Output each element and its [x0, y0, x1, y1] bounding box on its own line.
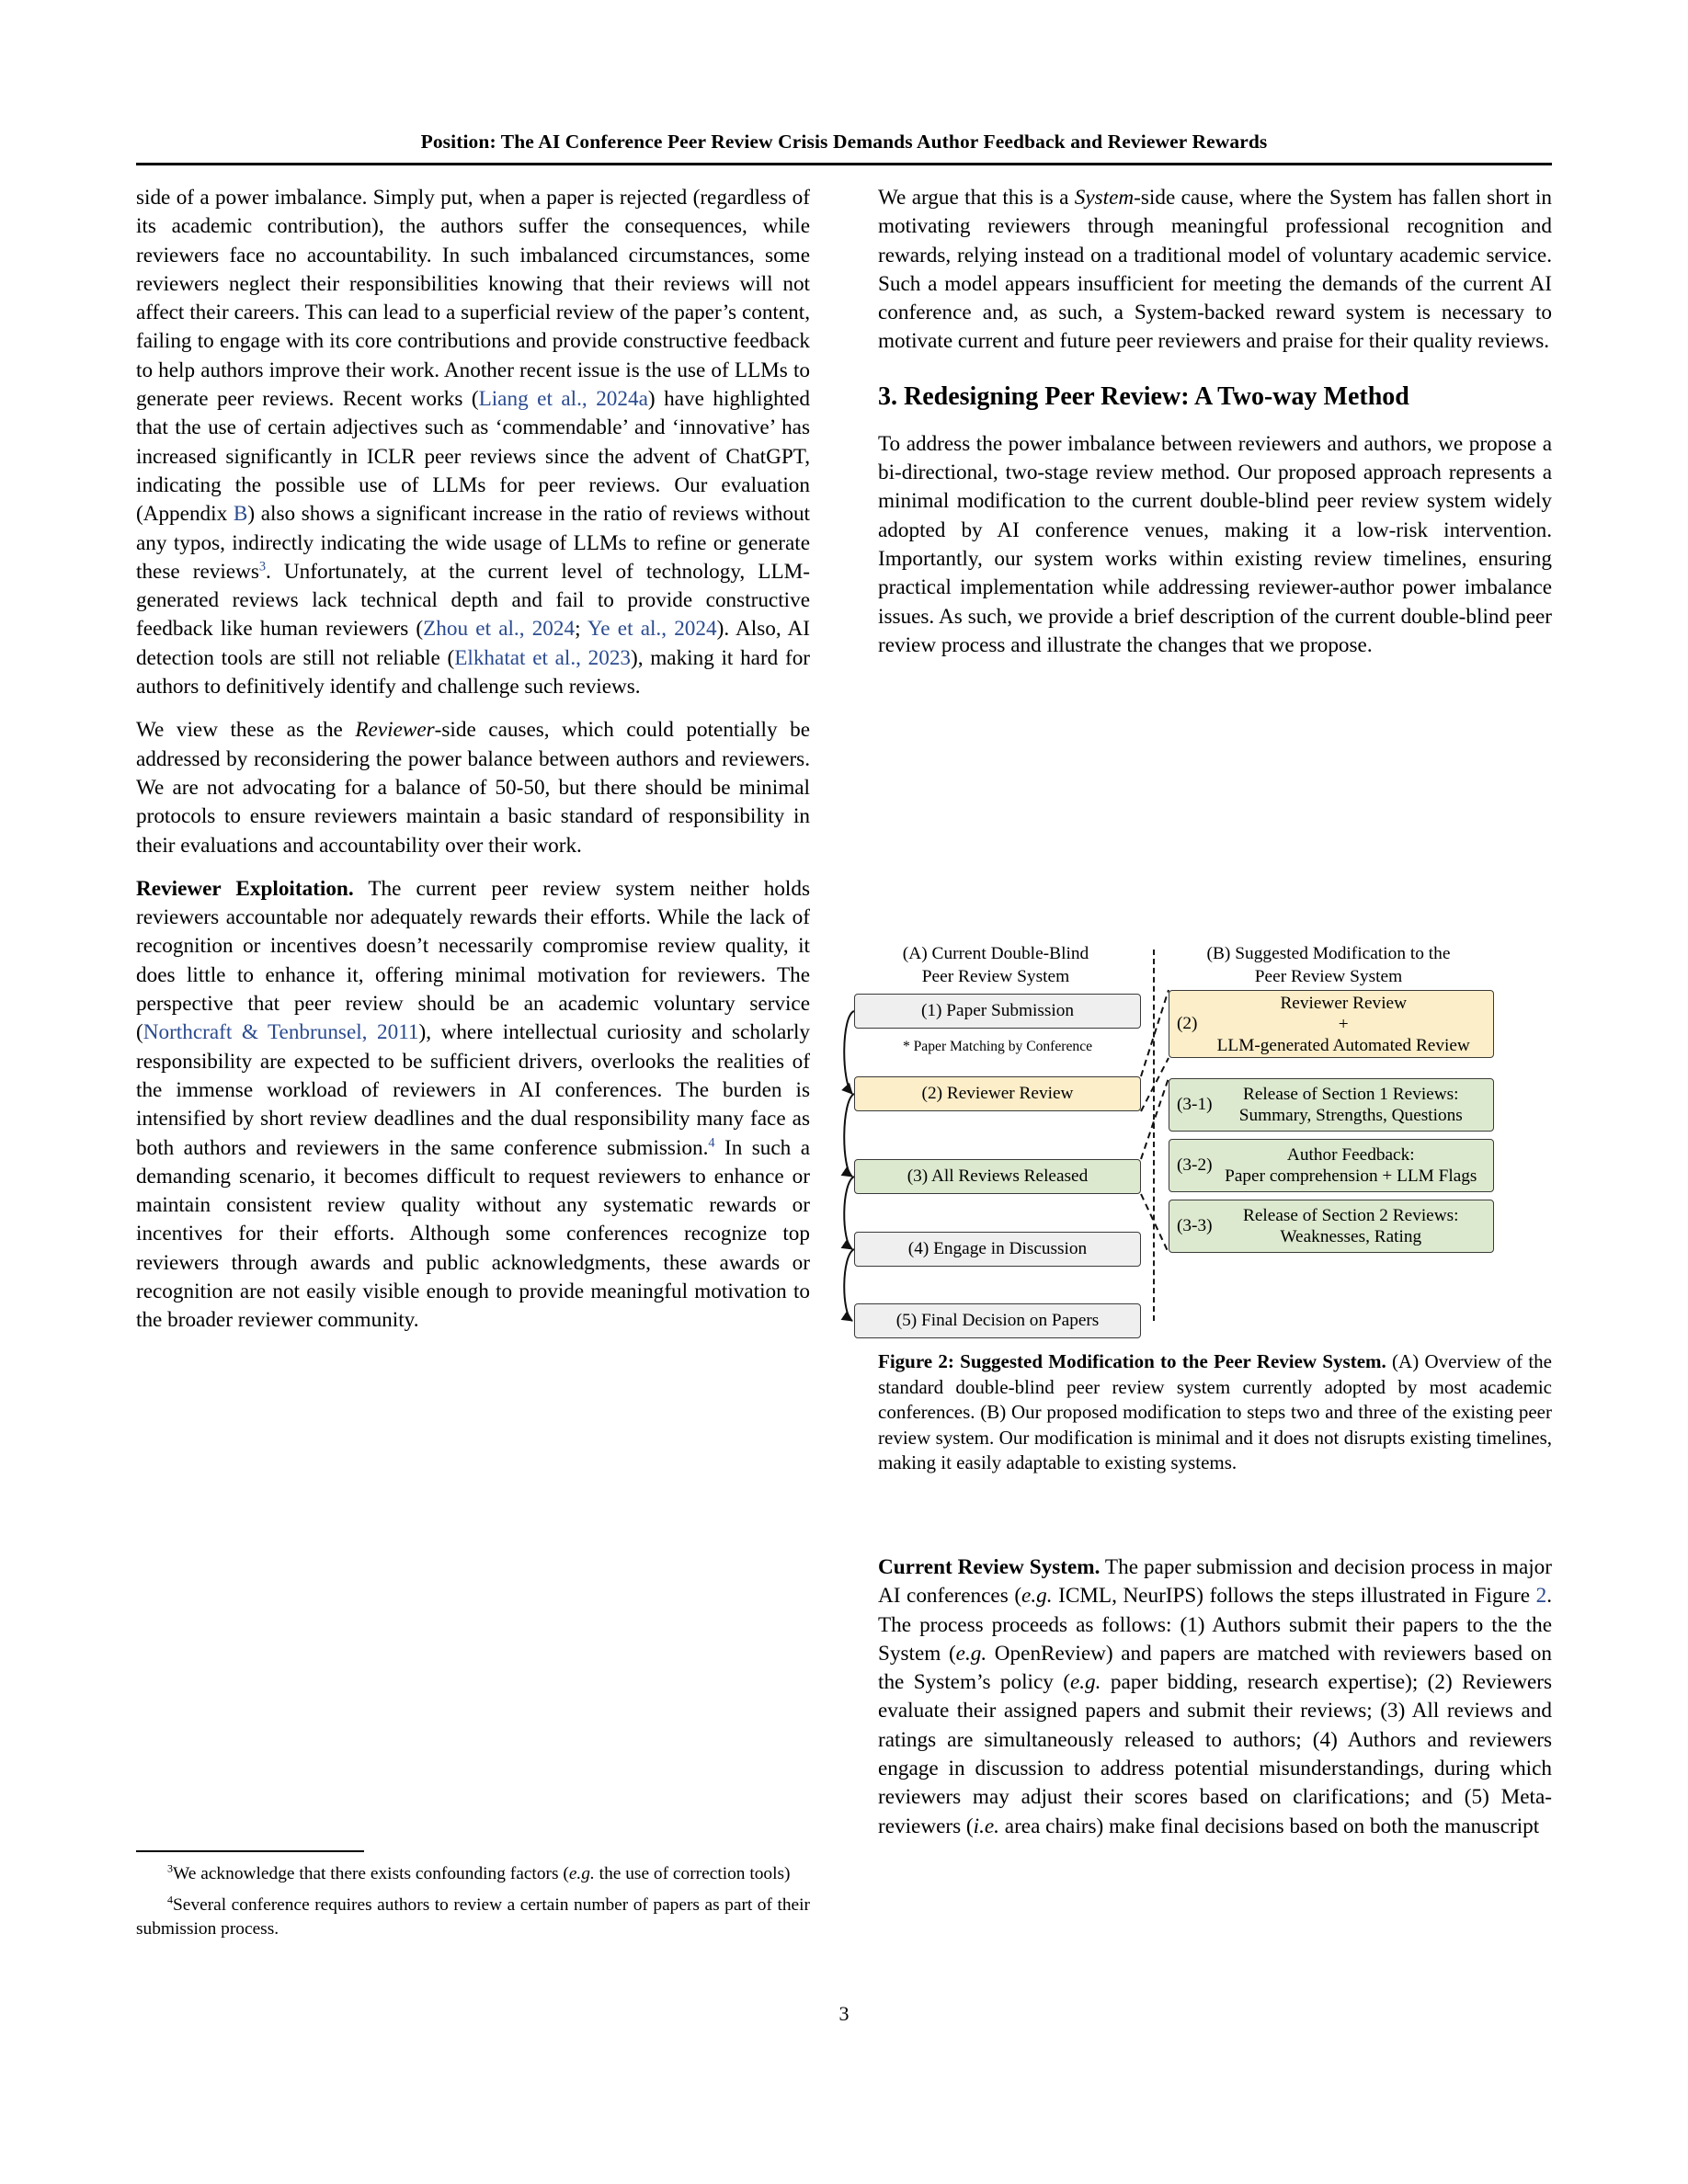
- citation-northcraft[interactable]: Northcraft & Tenbrunsel, 2011: [143, 1020, 419, 1045]
- paper-matching-note: * Paper Matching by Conference: [902, 1039, 1093, 1054]
- text-run: We view these as the: [136, 718, 356, 743]
- text-run: We argue that this is a: [878, 186, 1075, 210]
- footnote-3: [136, 1862, 810, 1887]
- mod-box-3-3-line1: Release of Section 2 Reviews:: [1243, 1206, 1459, 1225]
- step-box-5-final-decision[interactable]: (5) Final Decision on Papers: [854, 1303, 1141, 1338]
- left-column: [136, 184, 810, 1336]
- mod-box-3-3-tag: (3-3): [1177, 1216, 1213, 1235]
- footnote-4-number: 4: [167, 1893, 174, 1906]
- mod-box-3-2-line1: Author Feedback:: [1286, 1145, 1415, 1165]
- paragraph-two-stage-method: To address the power imbalance between reviewers and authors, we propose a bi-directional, two-stage review method. Our proposed approach represents a minimal modification to the current double-blind peer review system widely adopted by AI conference venues, making it a low-risk intervention. Importantly, our system works within existing review timelines, ensuring practical implementation while addressing reviewer-author power imbalance issues. As such, we provide a brief description of the current double-blind peer review process and illustrate the changes that we propose.: [878, 431, 1552, 657]
- text-run: ICML, NeurIPS) follows the steps illustrated in Figure: [1052, 1584, 1536, 1609]
- right-column: [878, 184, 1552, 660]
- footnote-marker-3[interactable]: 3: [258, 559, 267, 574]
- text-run: We acknowledge that there exists confounding factors (: [173, 1864, 569, 1883]
- mod-box-3-2-body: [1216, 1144, 1493, 1187]
- text-run: side of a power imbalance. Simply put, when a paper is rejected (regardless of its academic contribution), the authors suffer the consequences, while reviewers face no accountability. In such imbalanced circumstances, some reviewers neglect their responsibilities knowing that their reviews will not affect their careers. This can lead to a superficial review of the paper’s content, failing to engage with its core contributions and provide constructive feedback to help authors improve their work. Another recent issue is the use of LLMs to generate peer reviews. Recent works (: [136, 186, 810, 412]
- map-line-step2-top: [1141, 990, 1169, 1076]
- map-line-step2-bottom: [1141, 1058, 1169, 1111]
- mod-box-3-1-line2: Summary, Strengths, Questions: [1238, 1106, 1463, 1125]
- text-run: The paper submission and decision process in major AI conferences (: [878, 1555, 1552, 1609]
- citation-zhou[interactable]: Zhou et al., 2024: [423, 617, 576, 642]
- paragraph-current-review-system: [878, 1553, 1552, 1841]
- mod-box-2-body: [1201, 993, 1493, 1056]
- paragraph-reviewer-exploitation: [136, 875, 810, 1336]
- text-run: ). Also, AI detection tools are still not reliable (: [136, 617, 810, 670]
- mod-box-3-2-author-feedback[interactable]: [1169, 1139, 1494, 1192]
- figure-2-diagram: [839, 942, 1494, 1328]
- panel-b-title: [1163, 942, 1494, 988]
- mod-box-2-line3: LLM-generated Automated Review: [1216, 1035, 1470, 1055]
- text-run: . The process proceeds as follows: (1) Authors submit their papers to the the System (: [878, 1584, 1552, 1666]
- text-run: ;: [575, 617, 587, 642]
- text-run: ), making it hard for authors to definitively identify and challenge such reviews.: [136, 645, 811, 700]
- citation-liang[interactable]: Liang et al., 2024a: [478, 387, 648, 412]
- mod-box-2-line2: +: [1338, 1014, 1349, 1034]
- arrow-step3-to-step4: [844, 1177, 854, 1249]
- emphasis-eg-3: e.g.: [1069, 1670, 1101, 1695]
- mod-box-3-3-body: [1216, 1205, 1493, 1247]
- figure-2-caption: [878, 1349, 1552, 1476]
- appendix-b-link[interactable]: B: [233, 502, 248, 527]
- citation-ye[interactable]: Ye et al., 2024: [587, 617, 717, 642]
- panel-a-title-line2: Peer Review System: [921, 967, 1070, 986]
- page-number: 3: [838, 2002, 850, 2025]
- map-line-step3-top: [1141, 1078, 1169, 1159]
- right-column-continued: [878, 1553, 1552, 1841]
- arrow-step1-to-step2: [844, 1011, 854, 1094]
- figure-2-reference-link[interactable]: 2: [1535, 1584, 1547, 1609]
- text-run: paper bidding, research expertise); (2) Reviewers evaluate their assigned papers and submit their reviews; (3) All reviews and ratings are simultaneously released to authors; (4) Authors and reviewers engage in discussion to address potential misunderstandings, during which reviewers may adjust their scores based on clarifications; and (5) Meta-reviewers (: [878, 1670, 1552, 1838]
- paragraph-reviewer-side-causes: [136, 716, 810, 859]
- figure-caption-lead: Figure 2: Suggested Modification to the Peer Review System.: [878, 1350, 1386, 1372]
- section-heading-3: 3. Redesigning Peer Review: A Two-way Method: [878, 381, 1409, 411]
- mod-box-2-tag: (2): [1177, 1014, 1198, 1033]
- footnote-separator: [136, 1850, 364, 1852]
- text-run: OpenReview) and papers are matched with reviewers based on the System’s policy (: [878, 1641, 1552, 1695]
- figure-caption-body: (A) Overview of the standard double-blind peer review system currently adopted by most academic conferences. (B) Our proposed modification to steps two and three of the existing peer review system. Our modification is minimal and it does not disrupts existing timelines, making it easily adaptable to existing systems.: [878, 1350, 1552, 1473]
- mod-box-3-1-release-section-1[interactable]: [1169, 1078, 1494, 1132]
- step-box-2-reviewer-review[interactable]: (2) Reviewer Review: [854, 1076, 1141, 1111]
- paragraph-llm-reviews: [136, 184, 810, 701]
- emphasis-system: System: [1074, 186, 1135, 210]
- arrow-step4-to-step5: [844, 1249, 854, 1321]
- footnote-3-number: 3: [167, 1861, 174, 1875]
- citation-elkhatat[interactable]: Elkhatat et al., 2023: [454, 645, 632, 670]
- paragraph-lead-in-current-review-system: Current Review System.: [878, 1555, 1101, 1579]
- text-run: Several conference requires authors to review a certain number of papers as part of their submission process.: [136, 1894, 810, 1939]
- mod-box-3-1-body: [1216, 1084, 1493, 1126]
- emphasis-reviewer: Reviewer: [355, 718, 435, 743]
- panel-divider-dashed-line: [1153, 950, 1155, 1321]
- text-run: -side causes, which could potentially be addressed by reconsidering the power balance between authors and reviewers. We are not advocating for a balance of 50-50, but there should be minimal protocols to ensure reviewers maintain a basic standard of responsibility in their evaluations and accountability over their work.: [136, 718, 810, 858]
- mod-box-3-2-tag: (3-2): [1177, 1155, 1213, 1175]
- mod-box-2-reviewer-plus-llm[interactable]: [1169, 990, 1494, 1058]
- running-head: Position: The AI Conference Peer Review Crisis Demands Author Feedback and Reviewer Rewards: [420, 131, 1268, 153]
- text-run: -side cause, where the System has fallen short in motivating reviewers through meaningful professional recognition and rewards, relying instead on a traditional model of voluntary academic service. Such a model appears insufficient for meeting the demands of the current AI conference and, as such, a System-backed reward system is necessary to motivate current and future peer reviewers and praise for their quality reviews.: [878, 186, 1552, 354]
- paragraph-lead-in-reviewer-exploitation: Reviewer Exploitation.: [136, 876, 354, 901]
- panel-b-title-line1: (B) Suggested Modification to the: [1206, 944, 1451, 963]
- mod-box-3-1-tag: (3-1): [1177, 1095, 1213, 1114]
- emphasis-ie: i.e.: [973, 1814, 999, 1838]
- arrow-step2-to-step3: [844, 1094, 854, 1177]
- text-run: ) also shows a significant increase in the ratio of reviews without any typos, indirectly indicating the wide usage of LLMs to refine or generate these reviews: [136, 502, 810, 584]
- emphasis-eg: e.g.: [568, 1864, 595, 1883]
- footnote-4: [136, 1894, 810, 1942]
- footnote-marker-4[interactable]: 4: [708, 1134, 715, 1150]
- text-run: ), where intellectual curiosity and scholarly responsibility are expected to be sufficient drivers, overlooks the realities of the immense workload of reviewers in AI conferences. The burden is intensified by short review deadlines and the dual responsibility many face as both authors and reviewers in the same conference submission.: [136, 1020, 810, 1160]
- paragraph-system-side-cause: [878, 184, 1552, 357]
- footnotes: [136, 1862, 810, 1942]
- text-run: The current peer review system neither holds reviewers accountable nor adequately rewards their efforts. While the lack of recognition or incentives doesn’t necessarily compromise review quality, it does little to enhance it, offering minimal motivation for reviewers. The perspective that peer review should be an academic voluntary service (: [136, 876, 810, 1045]
- map-line-step3-bottom: [1141, 1194, 1169, 1253]
- mod-box-3-2-line2: Paper comprehension + LLM Flags: [1225, 1166, 1477, 1186]
- text-run: the use of correction tools): [594, 1864, 791, 1883]
- mod-box-3-1-line1: Release of Section 1 Reviews:: [1243, 1085, 1459, 1104]
- mod-box-3-3-line2: Weaknesses, Rating: [1280, 1227, 1422, 1246]
- panel-b-title-line2: Peer Review System: [1254, 967, 1403, 986]
- text-run: . Unfortunately, at the current level of technology, LLM-generated reviews lack technical depth and fail to provide constructive feedback like human reviewers (: [136, 559, 810, 642]
- emphasis-eg-1: e.g.: [1021, 1584, 1053, 1609]
- step-box-3-all-reviews-released[interactable]: (3) All Reviews Released: [854, 1159, 1141, 1194]
- text-run: ) have highlighted that the use of certain adjectives such as ‘commendable’ and ‘innovative’ has increased significantly in ICLR peer reviews since the advent of ChatGPT, indicating the possible use of LLMs for peer reviews. Our evaluation (Appendix: [136, 387, 810, 527]
- step-box-1-paper-submission[interactable]: (1) Paper Submission: [854, 994, 1141, 1029]
- mod-box-3-3-release-section-2[interactable]: [1169, 1200, 1494, 1253]
- text-run: In such a demanding scenario, it becomes difficult to request reviewers to enhance or maintain consistent review quality without any systematic rewards or incentives for their efforts. Although some conferences recognize top reviewers through awards and public acknowledgments, these awards or recognition are not easily visible enough to provide meaningful motivation to the broader reviewer community.: [136, 1135, 810, 1333]
- panel-a-title-line1: (A) Current Double-Blind: [902, 944, 1089, 963]
- emphasis-eg-2: e.g.: [955, 1641, 987, 1666]
- panel-a-title: [839, 942, 1152, 988]
- text-run: area chairs) make final decisions based on both the manuscript: [998, 1814, 1540, 1838]
- running-head-rule: [136, 163, 1552, 165]
- step-box-4-engage-in-discussion[interactable]: (4) Engage in Discussion: [854, 1232, 1141, 1267]
- mod-box-2-line1: Reviewer Review: [1280, 993, 1408, 1013]
